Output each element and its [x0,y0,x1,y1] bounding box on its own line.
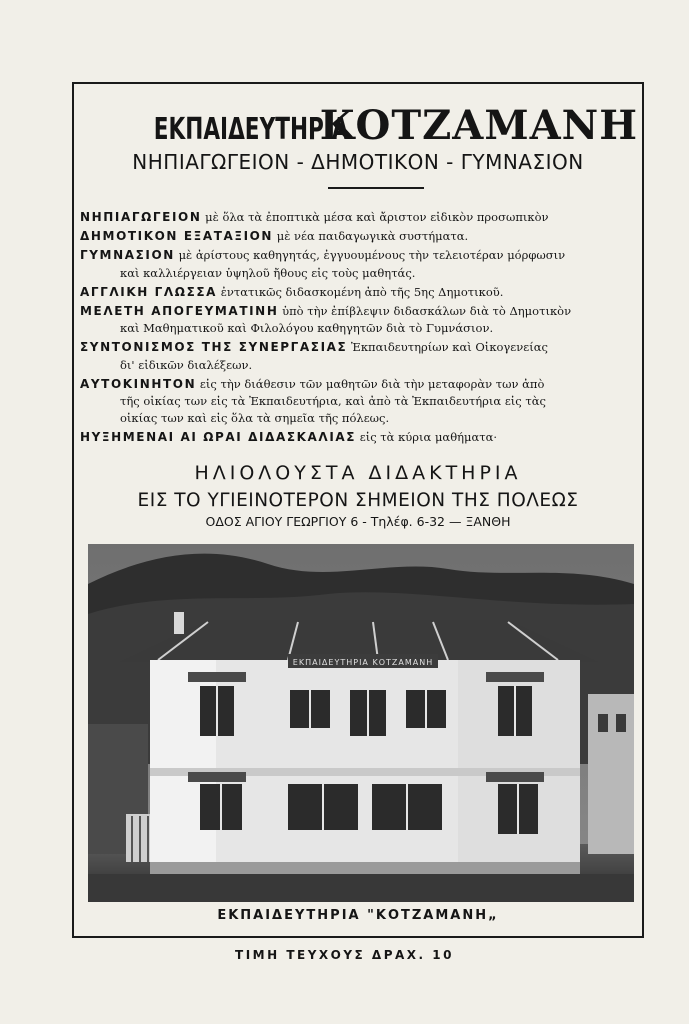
advertisement-frame [72,82,644,938]
school-building-photo [88,544,634,902]
feature-key: ΓΥΜΝΑΣΙΟΝ [80,248,175,263]
feature-key: ΗΥΞΗΜΕΝΑΙ ΑΙ ΩΡΑΙ ΔΙΔΑΣΚΑΛΙΑΣ [80,430,357,445]
address-line: ΟΔΟΣ ΑΓΙΟΥ ΓΕΩΡΓΙΟΥ 6 - Τηλέφ. 6-32 — ΞΑΝΘΗ [205,514,511,529]
feature-text: μὲ νέα παιδαγωγικὰ συστήματα. [276,229,469,244]
title-name: ΚΟΤΖΑΜΑΝΗ [319,102,638,149]
building-sign: ΕΚΠΑΙΔΕΥΤΗΡΙΑ ΚΟΤΖΑΜΑΝΗ [292,658,434,667]
feature-text: Ἐκπαιδευτηρίων καὶ Οἰκογενείας [351,340,548,355]
feature-item-gymnasium [80,247,640,281]
photo-caption: ΕΚΠΑΙΔΕΥΤΗΡΙΑ "ΚΟΤΖΑΜΑΝΗ„ [217,908,499,923]
feature-text-continued: καὶ Μαθηματικοῦ καὶ Φιλολόγου καθηγητῶν διὰ τὸ Γυμνάσιον. [120,321,494,336]
feature-key: ΣΥΝΤΟΝΙΣΜΟΣ ΤΗΣ ΣΥΝΕΡΓΑΣΙΑΣ [80,340,348,355]
feature-key: ΔΗΜΟΤΙΚΟΝ ΕΞΑΤΑΞΙΟΝ [80,229,274,244]
feature-key: ΝΗΠΙΑΓΩΓΕΙΟΝ [80,210,202,224]
page-title [74,102,642,149]
feature-text: εἰς τὰ κύρια μαθήματα· [359,430,498,445]
feature-text: μὲ ἀρίστους καθηγητάς, ἐγγυουμένους τὴν τελειοτέραν μόρφωσιν [178,248,566,263]
feature-text-continued: δι' εἰδικῶν διαλέξεων. [120,357,253,372]
feature-key: ΑΓΓΛΙΚΗ ΓΛΩΣΣΑ [80,284,218,299]
feature-item-cooperation [80,339,640,373]
ornament-divider [328,187,424,189]
feature-key: ΑΥΤΟΚΙΝΗΤΟΝ [80,376,197,391]
feature-key: ΜΕΛΕΤΗ ΑΠΟΓΕΥΜΑΤΙΝΗ [80,304,279,319]
feature-text-continued: καὶ καλλιέργειαν ὑψηλοῦ ἤθους εἰς τοὺς μαθητάς. [120,265,416,280]
feature-item-afternoon-study [80,303,640,337]
issue-price: ΤΙΜΗ ΤΕΥΧΟΥΣ ΔΡΑΧ. 10 [235,948,454,962]
feature-item-car [80,376,640,428]
feature-text: ὑπὸ τὴν ἐπίβλεψιν διδασκάλων διὰ τὸ Δημοτικὸν [282,304,572,319]
feature-item-hours [80,429,640,446]
feature-text: εἰς τὴν διάθεσιν τῶν μαθητῶν διὰ τὴν μεταφορὰν των ἀπὸ [199,376,545,391]
feature-text: ἐντατικῶς διδασκομένη ἀπὸ τῆς 5ης Δημοτικοῦ. [220,284,504,299]
healthiest-location-heading: ΕΙΣ ΤΟ ΥΓΙΕΙΝΟΤΕΡΟΝ ΣΗΜΕΙΟΝ ΤΗΣ ΠΟΛΕΩΣ [137,490,579,511]
feature-text: μὲ ὅλα τὰ ἐποπτικὰ μέσα καὶ ἄριστον εἰδικὸν προσωπικὸν [205,210,549,224]
title-prefix: ΕΚΠΑΙΔΕΥΤΗΡΙΑ [153,112,349,147]
feature-text-continued: οἰκίας των καὶ εἰς ὅλα τὰ σημεῖα τῆς πόλεως. [120,411,390,426]
sunny-classrooms-heading: ΗΛΙΟΛΟΥΣΤΑ ΔΙΔΑΚΤΗΡΙΑ [194,462,522,484]
page-subtitle: ΝΗΠΙΑΓΩΓΕΙΟΝ - ΔΗΜΟΤΙΚΟΝ - ΓΥΜΝΑΣΙΟΝ [132,150,584,174]
feature-item-kindergarten [80,209,640,226]
feature-item-english [80,284,640,301]
feature-list [80,209,640,449]
feature-text-continued: τῆς οἰκίας των εἰς τὰ Ἐκπαιδευτήρια, καὶ ἀπὸ τὰ Ἐκπαιδευτήρια εἰς τὰς [120,394,546,409]
feature-item-primary [80,228,640,245]
